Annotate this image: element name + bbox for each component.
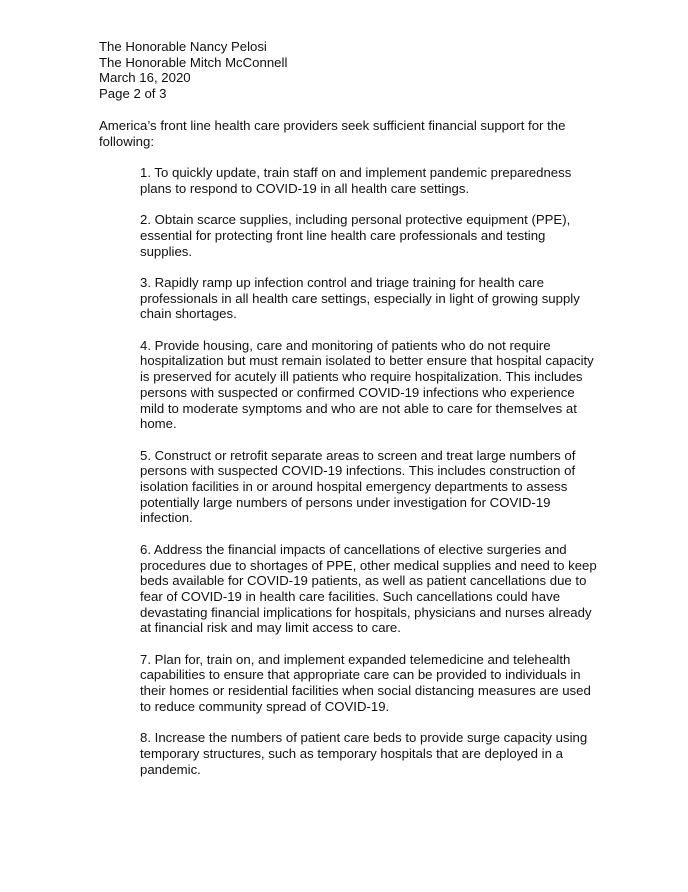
list-item: 7. Plan for, train on, and implement expanded telemedicine and telehealth capabilities to ensure that appropriate care can be provided to individuals in their homes or residential facilities when social distancing measures are used to reduce community spread of COVID-19. xyxy=(140,651,591,714)
addressee-mcconnell: The Honorable Mitch McConnell xyxy=(99,54,288,70)
list-item: 4. Provide housing, care and monitoring of patients who do not require hospitalization but must remain isolated to better ensure that hospital capacity is preserved for acutely ill patients who require hospitalization. This includes persons with suspected or confirmed COVID-19 infections who experience mild to moderate symptoms and who are not able to care for themselves at home. xyxy=(140,337,594,432)
letter-header xyxy=(99,39,599,102)
list-item: 8. Increase the numbers of patient care beds to provide surge capacity using temporary structures, such as temporary hospitals that are deployed in a pandemic. xyxy=(140,730,588,777)
list-item: 1. To quickly update, train staff on and implement pandemic preparedness plans to respond to COVID-19 in all health care settings. xyxy=(140,165,572,196)
intro-paragraph: America’s front line health care providers seek sufficient financial support for the following: xyxy=(99,118,566,149)
funding-needs-list xyxy=(140,165,598,793)
list-item: 6. Address the financial impacts of cancellations of elective surgeries and procedures due to shortages of PPE, other medical supplies and need to keep beds available for COVID-19 patients, as well as patient cancellations due to fear of COVID-19 in health care facilities. Such cancellations could have devastating financial implications for hospitals, physicians and nurses already at financial risk and may limit access to care. xyxy=(140,541,597,636)
list-item: 3. Rapidly ramp up infection control and triage training for health care professionals in all health care settings, especially in light of growing supply chain shortages. xyxy=(140,274,580,322)
list-item: 2. Obtain scarce supplies, including personal protective equipment (PPE), essential for protecting front line health care professionals and testing supplies. xyxy=(140,212,571,259)
letter-date: March 16, 2020 xyxy=(99,70,191,86)
page-number: Page 2 of 3 xyxy=(99,86,167,102)
addressee-pelosi: The Honorable Nancy Pelosi xyxy=(99,39,267,54)
list-item: 5. Construct or retrofit separate areas to screen and treat large numbers of persons with suspected COVID-19 infections. This includes construction of isolation facilities in or around hospital emergency departments to assess potentially large numbers of persons under investigation for COVID-19 infection. xyxy=(140,447,576,526)
